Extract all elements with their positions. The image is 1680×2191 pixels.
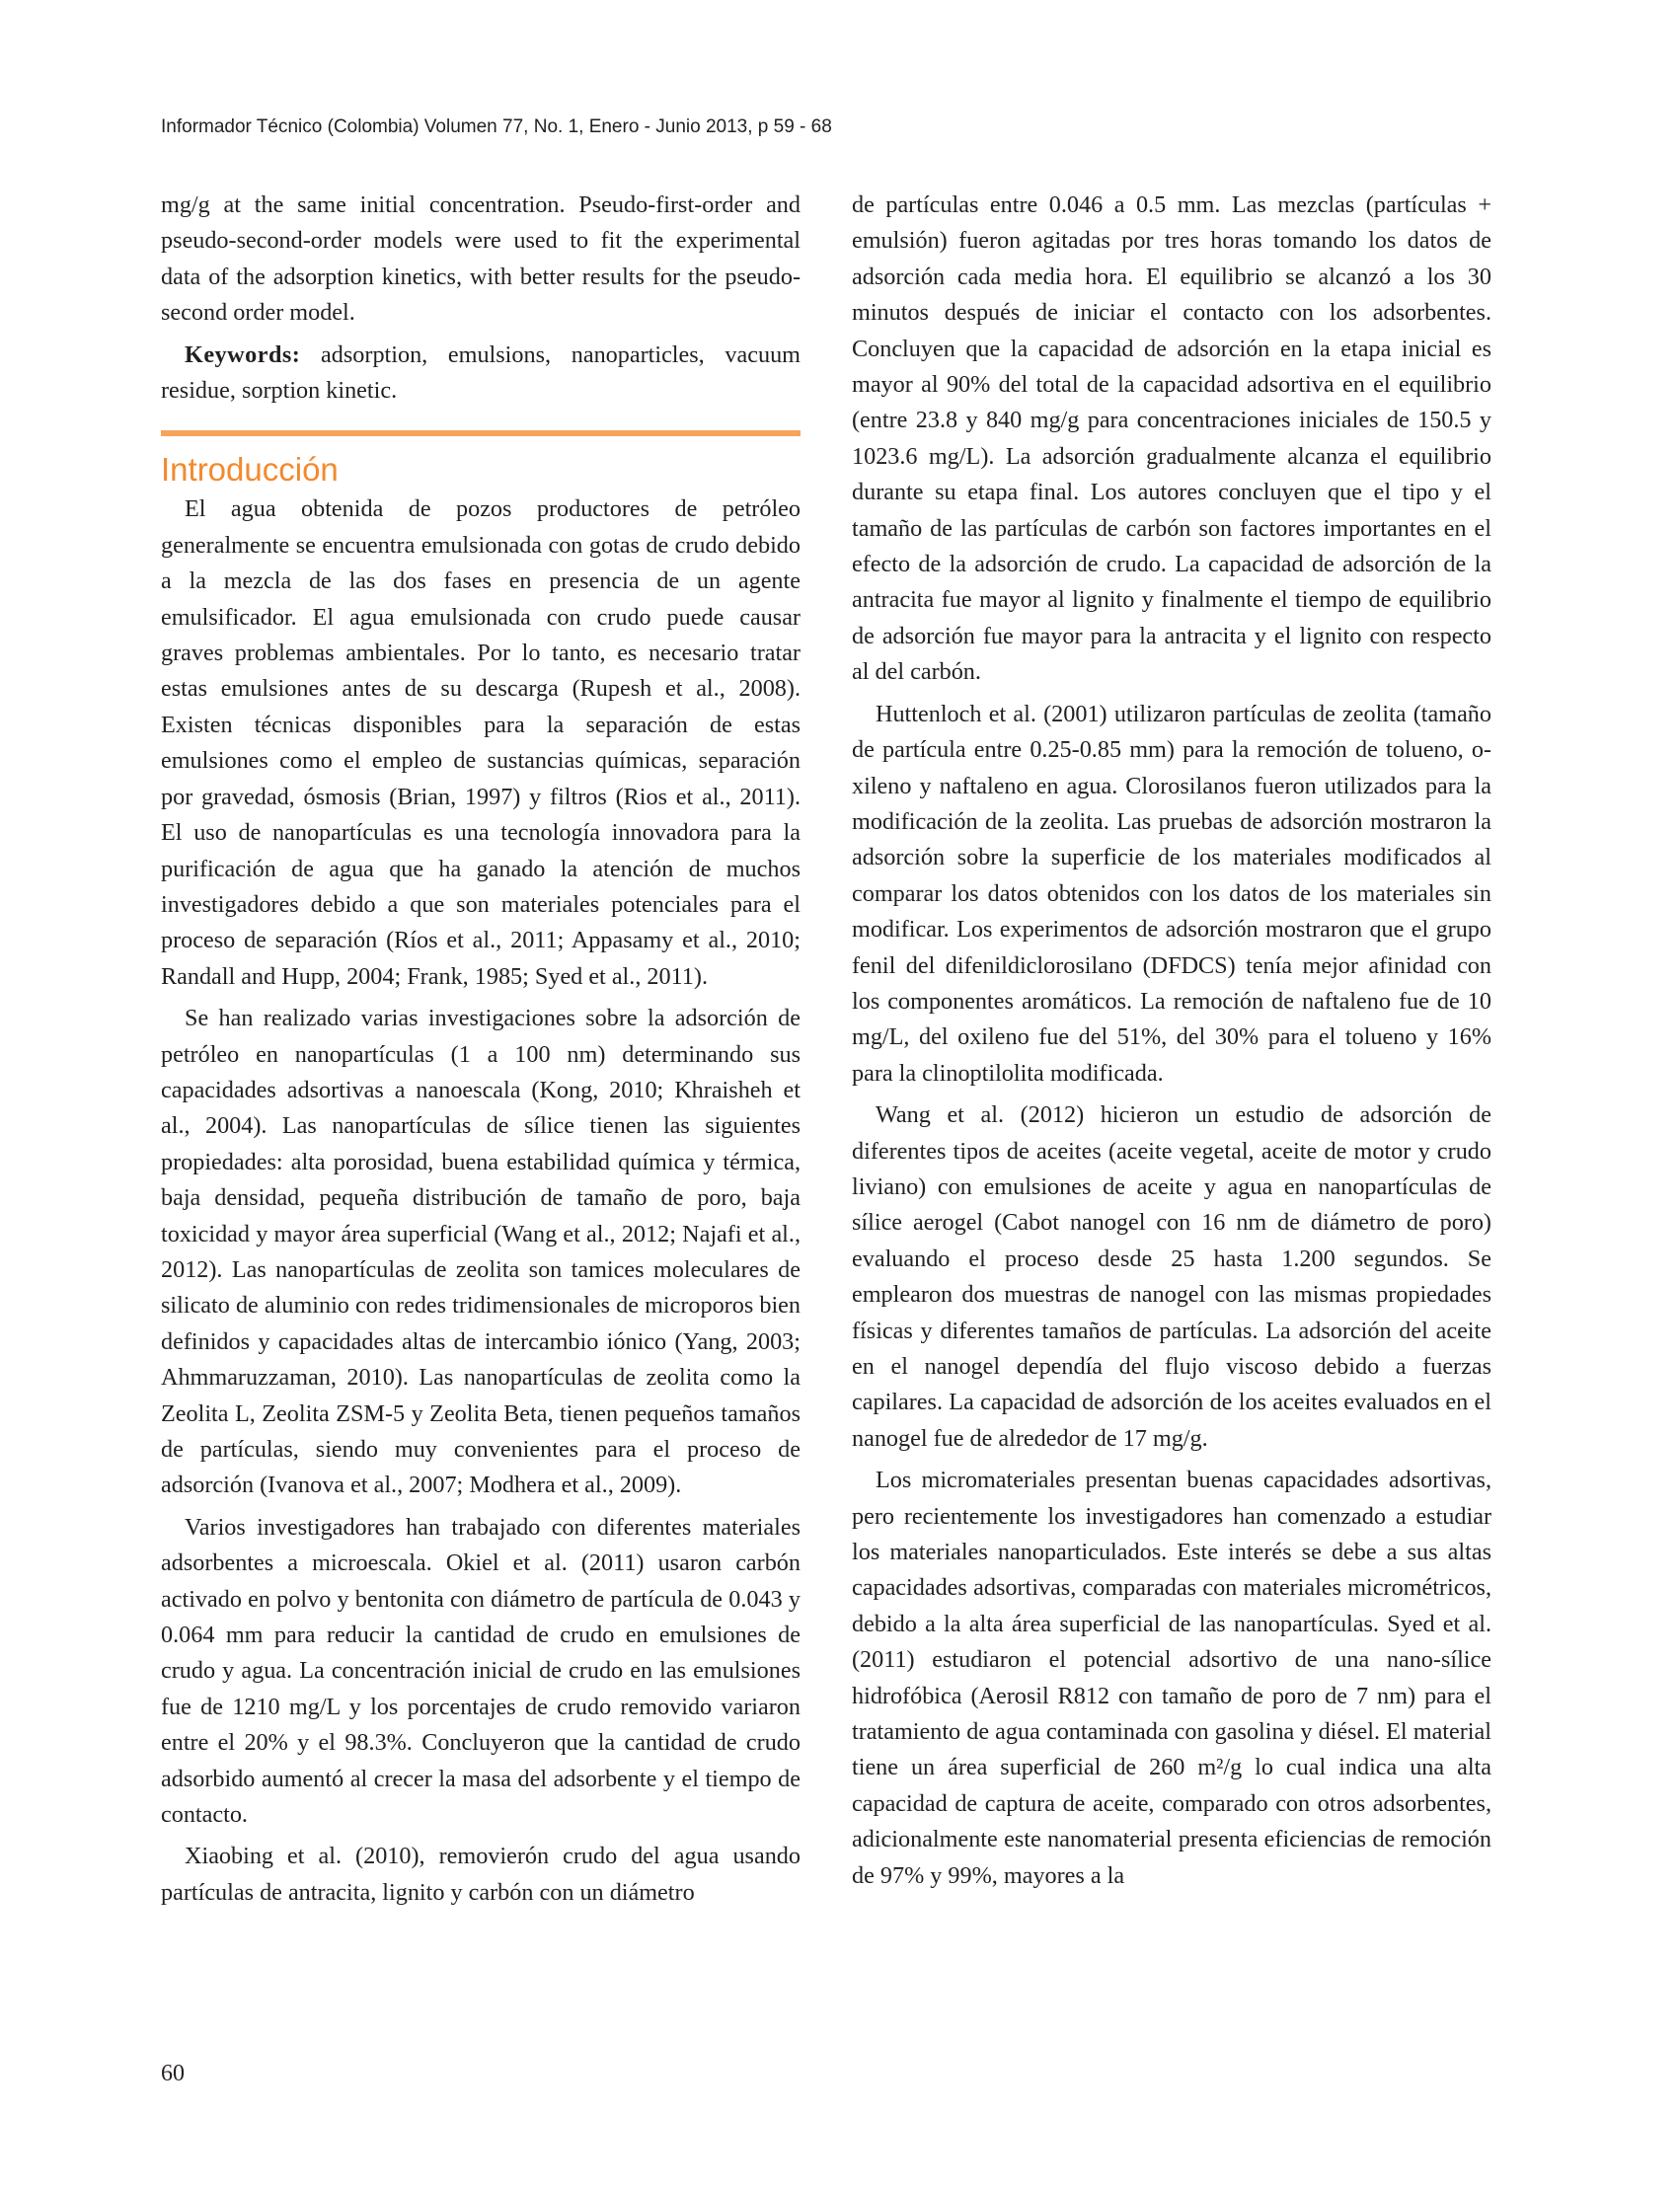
section-title-introduccion: Introducción (161, 451, 339, 489)
left-column (161, 188, 801, 1917)
right-column (852, 188, 1491, 1900)
paragraph: El agua obtenida de pozos productores de petróleo generalmente se encuentra emulsionada con gotas de crudo debido a la mezcla de las dos fases en presencia de un agente emulsificador. El agua emulsionada con crudo puede causar graves problemas ambientales. Por lo tanto, es necesario tratar estas emulsiones antes de su descarga (Rupesh et al., 2008). Existen técnicas disponibles para la separación de estas emulsiones como el empleo de sustancias químicas, separación por gravedad, ósmosis (Brian, 1997) y filtros (Rios et al., 2011). El uso de nanopartículas es una tecnología innovadora para la purificación de agua que ha ganado la atención de muchos investigadores debido a que son materiales potenciales para el proceso de separación (Ríos et al., 2011; Appasamy et al., 2010; Randall and Hupp, 2004; Frank, 1985; Syed et al., 2011). (161, 495, 801, 990)
paragraph: Varios investigadores han trabajado con diferentes materiales adsorbentes a microescala. Okiel et al. (2011) usaron carbón activado en polvo y bentonita con diámetro de partícula de 0.043 y 0.064 mm para reducir la cantidad de crudo en emulsiones de crudo y agua. La concentración inicial de crudo en las emulsiones fue de 1210 mg/L y los porcentajes de crudo removido variaron entre el 20% y el 98.3%. Concluyeron que la cantidad de crudo adsorbido aumentó al crecer la masa del adsorbente y el tiempo de contacto. (161, 1513, 801, 1829)
paragraph: de partículas entre 0.046 a 0.5 mm. Las mezclas (partículas + emulsión) fueron agitadas por tres horas tomando los datos de adsorción cada media hora. El equilibrio se alcanzó a los 30 minutos después de iniciar el contacto con los adsorbentes. Concluyen que la capacidad de adsorción en la etapa inicial es mayor al 90% del total de la capacidad adsortiva en el equilibrio (entre 23.8 y 840 mg/g para concentraciones iniciales de 150.5 y 1023.6 mg/L). La adsorción gradualmente alcanza el equilibrio durante su etapa final. Los autores concluyen que el tipo y el tamaño de las partículas de carbón son factores importantes en el efecto de la adsorción de crudo. La capacidad de adsorción de la antracita fue mayor al lignito y finalmente el tiempo de equilibrio de adsorción fue mayor para la antracita y el lignito con respecto al del carbón. (852, 191, 1491, 686)
keywords (161, 338, 801, 410)
paragraph: Huttenloch et al. (2001) utilizaron partículas de zeolita (tamaño de partícula entre 0.25-0.85 mm) para la remoción de tolueno, o-xileno y naftaleno en agua. Clorosilanos fueron utilizados para la modificación de la zeolita. Las pruebas de adsorción mostraron la adsorción sobre la superficie de los materiales modificados al comparar los datos obtenidos con los datos de los materiales sin modificar. Los experimentos de adsorción mostraron que el grupo fenil del difenildiclorosilano (DFDCS) tenía mejor afinidad con los componentes aromáticos. La remoción de naftaleno fue de 10 mg/L, del oxileno fue del 51%, del 30% para el tolueno y 16% para la clinoptilolita modificada. (852, 700, 1491, 1087)
paragraph: Wang et al. (2012) hicieron un estudio de adsorción de diferentes tipos de aceites (aceite vegetal, aceite de motor y crudo liviano) con emulsiones de aceite y agua en nanopartículas de sílice aerogel (Cabot nanogel con 16 nm de diámetro de poro) evaluando el proceso desde 25 hasta 1.200 segundos. Se emplearon dos muestras de nanogel con las mismas propiedades físicas y diferentes tamaños de partículas. La adsorción del aceite en el nanogel dependía del flujo viscoso debido a fuerzas capilares. La capacidad de adsorción de los aceites evaluados en el nanogel fue de alrededor de 17 mg/g. (852, 1101, 1491, 1452)
running-header: Informador Técnico (Colombia) Volumen 77, No. 1, Enero - Junio 2013, p 59 - 68 (161, 116, 832, 137)
paragraph: Los micromateriales presentan buenas capacidades adsortivas, pero recientemente los investigadores han comenzado a estudiar los materiales nanoparticulados. Este interés se debe a sus altas capacidades adsortivas, comparadas con materiales micrométricos, debido a la alta área superficial de las nanopartículas. Syed et al. (2011) estudiaron el potencial adsortivo de una nano-sílice hidrofóbica (Aerosil R812 con tamaño de poro de 7 nm) para el tratamiento de agua contaminada con gasolina y diésel. El material tiene un área superficial de 260 m²/g lo cual indica una alta capacidad de captura de aceite, comparado con otros adsorbentes, adicionalmente este nanomaterial presenta eficiencias de remoción de 97% y 99%, mayores a la (852, 1467, 1491, 1889)
abstract-end: mg/g at the same initial concentration. Pseudo-first-order and pseudo-second-order models were used to fit the experimental data of the adsorption kinetics, with better results for the pseudo-second order model. (161, 191, 801, 327)
paragraph: Se han realizado varias investigaciones sobre la adsorción de petróleo en nanopartículas (1 a 100 nm) determinando sus capacidades adsortivas a nanoescala (Kong, 2010; Khraisheh et al., 2004). Las nanopartículas de sílice tienen las siguientes propiedades: alta porosidad, buena estabilidad química y térmica, baja densidad, pequeña distribución de tamaño de poro, baja toxicidad y mayor área superficial (Wang et al., 2012; Najafi et al., 2012). Las nanopartículas de zeolita son tamices moleculares de silicato de aluminio con redes tridimensionales de microporos bien definidos y capacidades altas de intercambio iónico (Yang, 2003; Ahmmaruzzaman, 2010). Las nanopartículas de zeolita como la Zeolita L, Zeolita ZSM-5 y Zeolita Beta, tienen pequeños tamaños de partículas, siendo muy convenientes para el proceso de adsorción (Ivanova et al., 2007; Modhera et al., 2009). (161, 1005, 801, 1499)
page-number: 60 (161, 2061, 185, 2086)
section-divider (161, 430, 801, 436)
paragraph: Xiaobing et al. (2010), removierón crudo del agua usando partículas de antracita, lignito y carbón con un diámetro (161, 1843, 801, 1906)
keywords-label: Keywords: (185, 340, 301, 368)
keywords-text: adsorption, emulsions, nanoparticles, vacuum residue, sorption kinetic. (161, 340, 801, 405)
